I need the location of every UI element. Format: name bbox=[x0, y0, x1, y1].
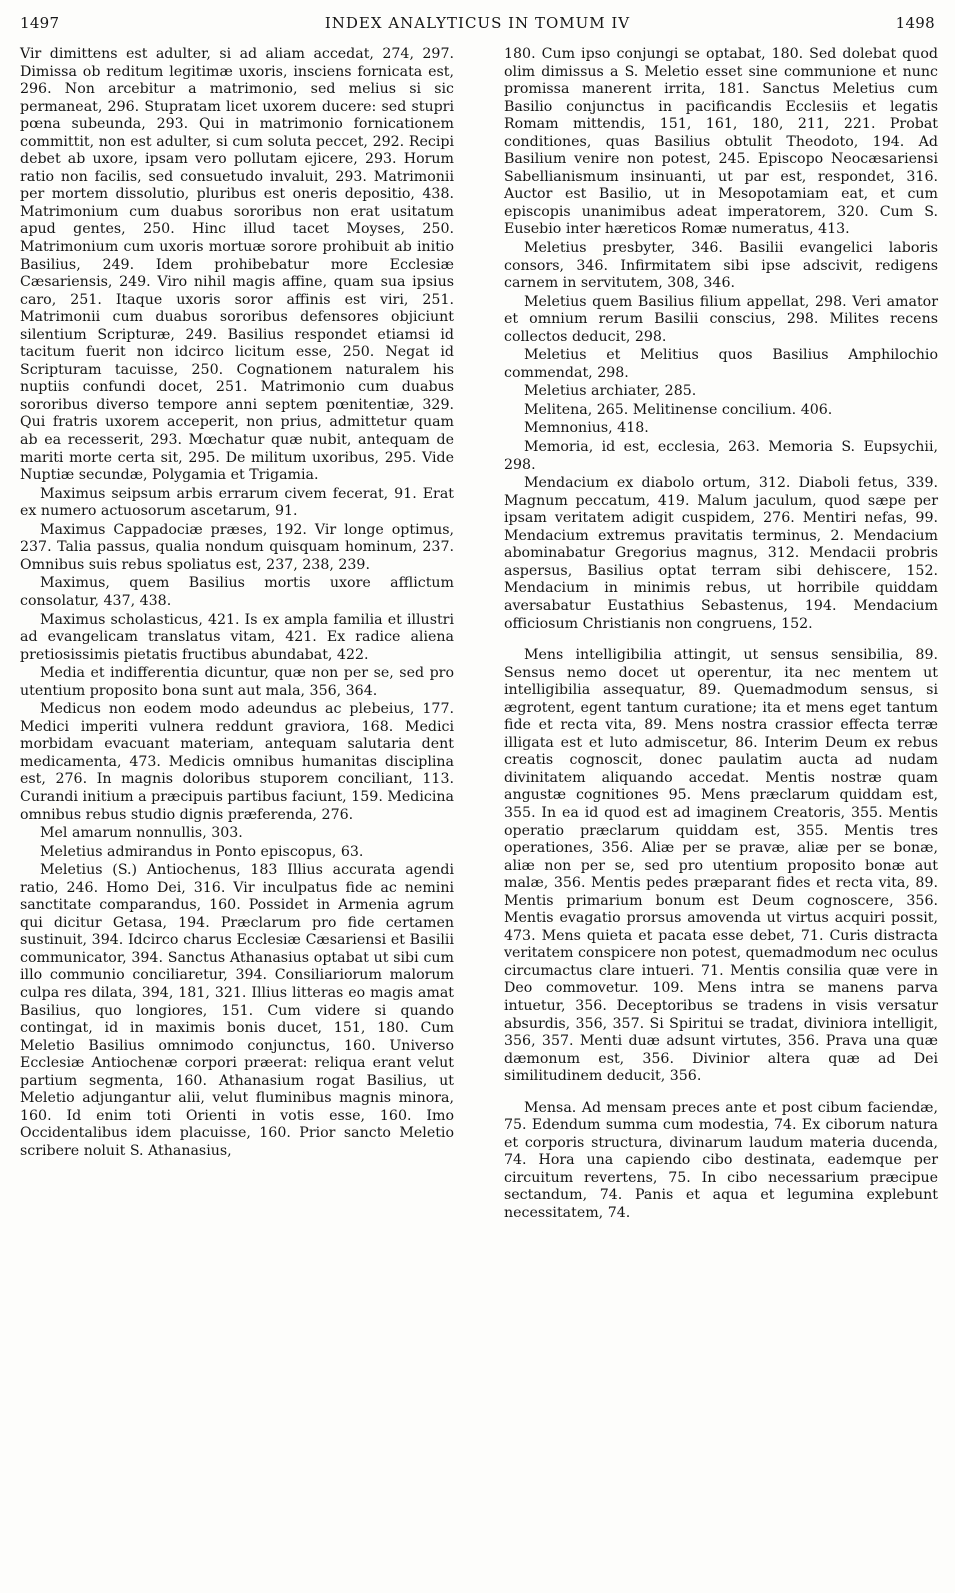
right-column bbox=[504, 46, 938, 1224]
index-entry: Memoria, id est, ecclesia, 263. Memoria S. Eupsychii, 298. bbox=[504, 439, 938, 473]
index-entry: Meletius admirandus in Ponto episcopus, 63. bbox=[40, 843, 364, 860]
index-entry: Vir dimittens est adulter, si ad aliam accedat, 274, 297. Dimissa ob reditum legitimæ uxoris, insciens fornicata est, 296. Non arcebitur a matrimonio, sed melius si sic permaneat, 296. Stupratam licet uxorem ducere: sed stupri pœna subeunda, 293. Qui in matrimonio fornicationem committit, non est adulter, si cum soluta peccet, 292. Recipi debet ab uxore, ipsam vero pollutam ejicere, 293. Horum ratio non facilis, sed consuetudo invaluit, 293. Matrimonii per mortem dissolutio, pluribus est oneris depositio, 438. Matrimonium cum duabus sororibus non erat usitatum apud gentes, 250. Hinc illud tacet Moyses, 250. Matrimonium cum uxoris mortuæ sorore prohibuit ab initio Basilius, 249. Idem prohibebatur more Ecclesiæ Cæsariensis, 249. Viro nihil magis affine, quam sua ipsius caro, 251. Itaque uxoris soror affinis est viri, 251. Matrimonii cum duabus sororibus defensores objiciunt silentium Scripturæ, 249. Basilius respondet etiamsi id tacitum fuerit non idcirco licitum esse, 250. Negat id Scripturam tacuisse, 250. Cognationem naturalem his nuptiis confundi docet, 251. Matrimonio cum duabus sororibus diverso tempore anni septem pœnitentiæ, 329. Qui fratris uxorem acceperit, non prius, admittetur quam ab ea recesserit, 293. Mœchatur quæ nubit, antequam de mariti morte certa sit, 295. De militum uxoribus, 295. Vide Nuptiæ secundæ, Polygamia et Trigamia. bbox=[20, 46, 454, 484]
index-entry: Maximus Cappadociæ præses, 192. Vir longe optimus, 237. Talia passus, qualia nondum quisquam hominum, 237. Omnibus suis rebus spoliatus est, 237, 238, 239. bbox=[20, 521, 454, 573]
index-entry: Mensa. Ad mensam preces ante et post cibum faciendæ, 75. Edendum summa cum modestia, 74. Ex ciborum natura et corporis structura, divinarum laudum materia ducenda, 74. Hora una capiendo cibo destinata, eademque per circuitum revertens, 75. In cibo necessarium præcipue sectandum, 74. Panis et aqua et legumina explebunt necessitatem, 74. bbox=[504, 1099, 938, 1221]
index-entry: Maximus seipsum arbis errarum civem fecerat, 91. Erat ex numero actuosorum ascetarum, 91. bbox=[20, 485, 454, 520]
index-entry: 180. Cum ipso conjungi se optabat, 180. Sed dolebat quod olim dimissus a S. Meletio esset sine communione et nunc promissa manerent irrita, 181. Sanctus Meletius cum Basilio conjunctus in pacificandis Ecclesiis et legatis Romam mittendis, 151, 161, 180, 211, 221. Probat conditiones, quas Basilius obtulit Theodoto, 194. Ad Basilium venire non potest, 245. Episcopo Neocæsariensi Sabellianismum insinuanti, ut par est, respondet, 316. Auctor est Basilio, ut in Mesopotamiam eat, et cum episcopis unanimibus adeat imperatorem, 320. Cum S. Eusebio inter hæreticos Romæ numeratus, 413. bbox=[504, 46, 938, 238]
index-entry: Meletius (S.) Antiochenus, 183 Illius accurata agendi ratio, 246. Homo Dei, 316. Vir inculpatus fide ac nemini sanctitate comparandus, 160. Possidet in Armenia agrum qui dicitur Getasa, 194. Præclarum pro fide certamen sustinuit, 394. Idcirco charus Ecclesiæ Cæsariensi et Basilii communicator, 394. Sanctus Athanasius optabat ut sibi cum illo communio conciliaretur, 394. Consiliariorum malorum culpa res dilata, 394, 181, 321. Illius litteras eo magis amat Basilius, quo longiores, 151. Cum videre si quando contingat, id in maximis bonis ducet, 151, 180. Cum Meletio Basilius omnimodo conjunctus, 160. Universo Ecclesiæ Antiochenæ corpori præerat: reliqua erant velut partium segmenta, 160. Athanasium rogat Basilius, ut Meletio adjungantur alii, velut fluminibus magnis minora, 160. Id enim toti Orienti in votis esse, 160. Imo Occidentalibus idem placuisse, 160. Prior sancto Meletio scribere noluit S. Athanasius, bbox=[20, 862, 454, 1159]
index-entry: Melitena, 265. Melitinense concilium. 406. bbox=[524, 401, 833, 418]
index-entry: Meletius quem Basilius filium appellat, 298. Veri amator et omnium rerum Basilii conscius, 298. Milites recens collectos deducit, 298. bbox=[504, 293, 938, 345]
index-entry: Mens intelligibilia attingit, ut sensus sensibilia, 89. Sensus nemo docet ut operentur, ita nec mentem ut intelligibilia assequatur, 89. Quemadmodum sensus, si ægrotent, egent tantum curatione; ita et mens eget tantum fide et recta vita, 89. Mens nostra crassior effecta terræ illigata est et luto admiscetur, 86. Interim Deum ex rebus creatis cognoscit, donec paulatim aucta ad nudam divinitatem aliquando accedat. Mentis nostræ quam angustæ cognitiones 95. Mens præclarum quiddam est, 355. In ea id quod est ad imaginem Creatoris, 355. Mentis operatio præclarum quiddam est, 355. Mentis tres operationes, 356. Aliæ per se pravæ, aliæ per se bonæ, aliæ non per se, sed pro utentium proposito bonæ aut malæ, 356. Mentis pedes præparant fides et recta vita, 89. Mentis primarium bonum est Deum cognoscere, 356. Mentis evagatio prorsus amovenda ut virtus acquiri possit, 473. Mens quieta et pacata esse debet, 71. Curis distracta veritatem conspicere non potest, quemadmodum nec oculus circumactus clare intueri. 71. Mentis consilia quæ vere in Deo commovetur. 109. Mens intra se manens parva intuetur, 356. Deceptoribus se tradens in visis versatur absurdis, 356, 357. Si Spiritui se tradat, diviniora intelligit, 356, 357. Menti duæ adsunt virtutes, 356. Prava una quæ dæmonum est, 356. Divinior altera quæ ad Dei similitudinem deducit, 356. bbox=[504, 647, 938, 1085]
index-entry: Meletius presbyter, 346. Basilii evangelici laboris consors, 346. Infirmitatem sibi ipse adscivit, redigens carnem in servitutem, 308, 346. bbox=[504, 240, 938, 292]
index-entry: Memnonius, 418. bbox=[524, 420, 649, 437]
index-entry: Medicus non eodem modo adeundus ac plebeius, 177. Medici imperiti vulnera reddunt graviora, 168. Medici morbidam evacuant materiam, antequam salutaria dent medicamenta, 473. Medicis omnibus humanitas disciplina est, 276. In magnis doloribus stuporem conciliant, 113. Curandi initium a præcipuis partibus faciunt, 159. Medicina omnibus rebus studio dignis præferenda, 276. bbox=[20, 701, 454, 823]
running-title: INDEX ANALYTICUS IN TOMUM IV bbox=[324, 14, 631, 32]
left-column bbox=[20, 46, 454, 1161]
index-entry: Mel amarum nonnullis, 303. bbox=[40, 825, 243, 842]
index-entry: Meletius archiater, 285. bbox=[524, 383, 697, 400]
page-header bbox=[18, 10, 937, 36]
index-entry: Maximus scholasticus, 421. Is ex ampla familia et illustri ad evangelicam translatus vitam, 421. Ex radice aliena pretiosissimis pietatis fructibus abundabat, 422. bbox=[20, 611, 454, 663]
index-entry: Meletius et Melitius quos Basilius Amphilochio commendat, 298. bbox=[504, 347, 938, 381]
index-entry: Mendacium ex diabolo ortum, 312. Diaboli fetus, 339. Magnum peccatum, 419. Malum jaculum, quod sæpe per ipsam veritatem adigit cuspidem, 276. Mentiri nefas, 99. Mendacium extremus pravitatis terminus, 2. Mendacium abominabatur Gregorius magnus, 312. Mendacii probris aspersus, Basilius optat terram sibi dehiscere, 152. Mendacium in minimis rebus, ut horribile quiddam aversabatur Eustathius Sebastenus, 194. Mendacium officiosum Christianis non congruens, 152. bbox=[504, 475, 938, 632]
index-entry: Media et indifferentia dicuntur, quæ non per se, sed pro utentium proposito bona sunt aut mala, 356, 364. bbox=[20, 665, 454, 699]
page-number-right: 1498 bbox=[895, 14, 935, 32]
page-number-left: 1497 bbox=[20, 14, 60, 32]
index-entry: Maximus, quem Basilius mortis uxore afflictum consolatur, 437, 438. bbox=[20, 575, 454, 609]
